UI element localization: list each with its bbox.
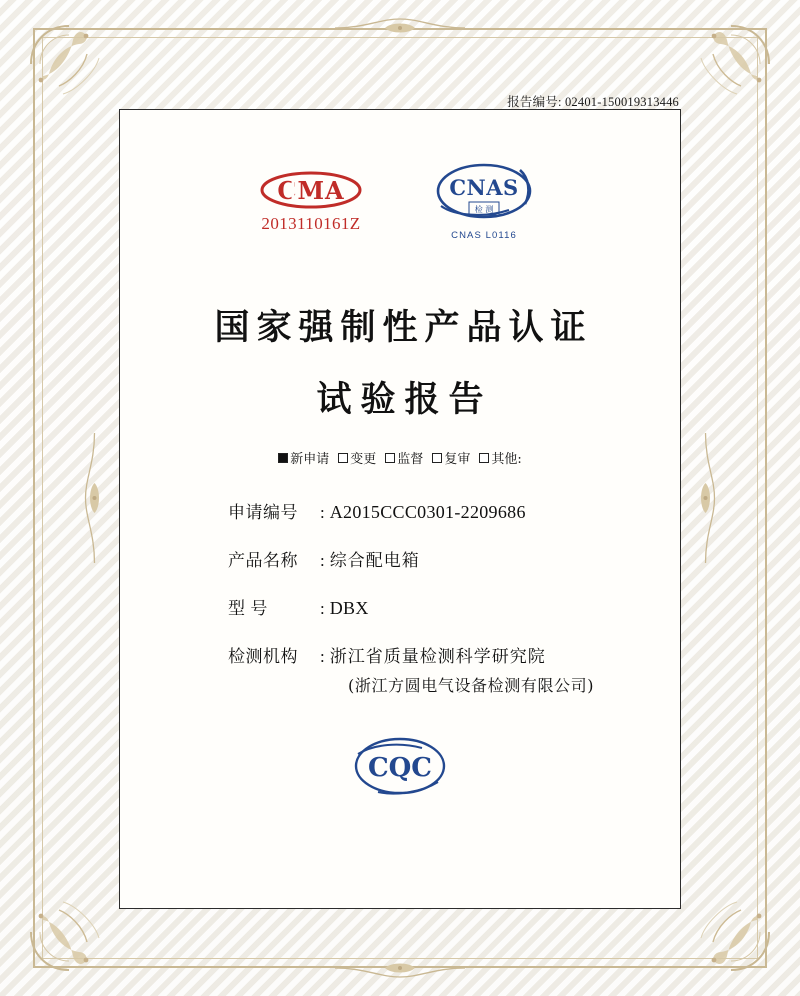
cqc-logo-icon [348, 730, 452, 807]
document-title: 国家强制性产品认证 [214, 307, 593, 348]
application-type-options [120, 448, 680, 467]
certificate-document [119, 109, 681, 909]
cnas-logo-icon [419, 162, 549, 229]
field-model [228, 594, 648, 619]
cnas-mark-block [419, 162, 549, 241]
checkbox-label: 复审 [444, 452, 471, 467]
cnas-code: CNAS L0116 [451, 230, 517, 241]
svg-text:CNAS: CNAS [449, 175, 519, 200]
field-list [228, 498, 648, 696]
checkbox-label: 变更 [350, 452, 377, 467]
field-label: 申请编号 [228, 503, 298, 523]
checkbox-option-supervision[interactable] [385, 448, 423, 467]
checkbox-icon[interactable] [432, 453, 442, 463]
checkbox-option-new-application[interactable] [278, 448, 329, 467]
report-number-value: 02401-150019313446 [564, 95, 679, 109]
checkbox-option-review[interactable] [432, 448, 470, 467]
field-colon: : [320, 647, 325, 666]
checkbox-icon[interactable] [338, 453, 348, 463]
field-label: 产品名称 [228, 551, 298, 571]
checkbox-icon[interactable] [278, 453, 288, 463]
report-number-label: 报告编号: [507, 95, 562, 109]
checkbox-icon[interactable] [385, 453, 395, 463]
svg-text:CQC: CQC [367, 753, 433, 783]
field-value: 浙江省质量检测科学研究院 [329, 647, 546, 667]
field-value: 综合配电箱 [329, 551, 420, 571]
checkbox-label: 监督 [397, 452, 424, 467]
field-colon: : [320, 599, 325, 618]
field-value: A2015CCC0301-2209686 [329, 502, 526, 522]
checkbox-option-other[interactable] [479, 448, 521, 467]
cqc-seal [120, 730, 680, 807]
field-application-number [228, 498, 648, 523]
svg-text:检 测: 检 测 [474, 205, 494, 214]
field-product-name [228, 546, 648, 571]
document-subtitle: 试验报告 [316, 379, 493, 420]
checkbox-icon[interactable] [479, 453, 489, 463]
cma-logo-icon [259, 168, 363, 212]
field-value: DBX [329, 598, 369, 618]
field-label: 型 号 [228, 599, 268, 619]
field-label: 检测机构 [228, 647, 298, 667]
cma-code: 2013110161Z [261, 214, 361, 233]
field-colon: : [320, 551, 325, 570]
svg-text:CMA: CMA [277, 176, 345, 205]
field-value-secondary: (浙江方圆电气设备检测有限公司) [348, 676, 595, 695]
field-colon: : [320, 503, 325, 522]
report-number [507, 92, 679, 110]
checkbox-option-change[interactable] [338, 448, 376, 467]
accreditation-marks [120, 162, 680, 241]
cma-mark-block [251, 162, 371, 234]
checkbox-label: 其他: [491, 452, 522, 467]
checkbox-label: 新申请 [290, 452, 330, 467]
field-testing-organization [228, 642, 648, 696]
